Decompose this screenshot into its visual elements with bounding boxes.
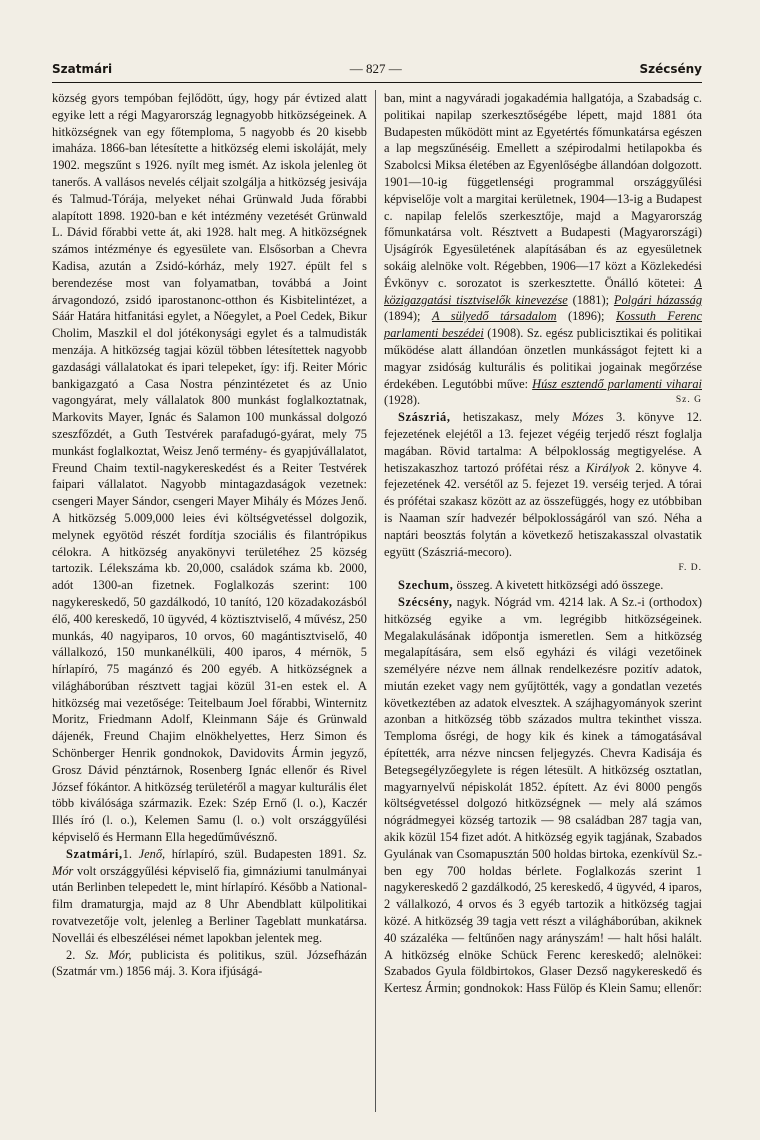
- headword: Szechum,: [398, 578, 454, 593]
- column-divider: [375, 90, 376, 1112]
- entry-szecseny: Szécsény, nagyk. Nógrád vm. 4214 lak. A Sz.-i (orthodox) hitközség egyike a vm. legrégibb hitközségeinek. Megalakulásának időpontja ismeretlen. Sem a hitközség megalapítására, sem első egyházi és világi vezetőinek személyére nézve nem állnak rendelkezésre pozitív adatok, miután ezeket vagy nem gyűjtötték, vagy a gondatlan vezetés következtében az adatok elvesztek. A szájhagyományok szerint azonban a hitközség több százados multra tekinthet vissza. Temploma ősrégi, de hogy kik és kinek a támogatásával építették, arra nézve nincsen feljegyzés. Chevra Kadisája és Betegsegélyzőegylete is régen létesült. A hitközség osztatlan, magyarnyelvű népiskolát 1852. épített. Az évi 8000 pengős költségvetéssel dolgozó hitközségnek — mely alá számos nógrádmegyei község tartozik — 98 családban 287 tagja van, akik közül 154 fizet adót. A hitközség egyik tagjának, Szabados Gyulának van Csomapusztán 500 holdas birtoka, ezenkívül Sz.-ben egy 700 holdas bérlete. Foglalkozás szerint 1 nagykereskedő 2 gazdálkodó, 25 kereskedő, 4 ügyvéd, 4 iparos, 2 vállalkozó, 4 orvos és 3 egyéb tartozik a hitközség tagjai közé. A hitközség 39 tagja vett részt a világháborúban, akiknek 40 százaléka — feltűnően nagy arányszám! — halt hősi halált. A hitközség elnöke Schück Ferenc kereskedő; alelnökei: Szabados Gyula földbirtokos, Glaser Dezső nagykereskedő és Kertesz Ármin; gondnokok: Hass Fülöp és Klein Samu; ellenőr:: [384, 594, 702, 996]
- entry-szatmari-2: 2. Sz. Mór, publicista és politikus, szül. Józsefházán (Szatmár vm.) 1856 máj. 3. Kora ifjúságá-: [52, 947, 367, 979]
- author-signature: Sz. G: [675, 395, 702, 406]
- header-left-keyword: Szatmári: [52, 62, 113, 76]
- right-column: [384, 90, 702, 997]
- header-rule: [52, 82, 702, 83]
- running-head: [52, 60, 702, 78]
- entry-szechum: Szechum, összeg. A kivetett hitközségi adó összege.: [398, 578, 664, 593]
- entry-szatmari-1: Szatmári,1. Jenő, hírlapíró, szül. Budapesten 1891. Sz. Mór volt országgyűlési képviselő fia, gimnáziumi tanulmányai után Berlinben telepedett le, mint hírlapíró. Később a National-film dramaturgja, majd az 8 Uhr Abendblatt külpolitikai rovatvezetője volt, jelenleg a Berliner Tageblatt munkatársa. Novellái és elbeszélései német lapokban jelentek meg.: [52, 846, 368, 945]
- left-column: [52, 90, 367, 980]
- headword: Szászriá,: [398, 410, 451, 425]
- continued-entry-szatmari-mor: ban, mint a nagyváradi jogakadémia hallgatója, a Szabadság c. politikai napilap szerkesztőségébe lépett, majd 1881 óta Budapesten működött mint az Egyetértés főmunkatársa egészen a lap megszűnéséig. Emellett a szépirodalmi hetilapokba és Szabolcsi Miksa életében az Egyenlőségbe állandóan dolgozott. 1901—10-ig függetlenségi programmal országgyűlési képviselője volt a margitai kerületnek, 1904—13-ig a Budapest c. napilap felelős szerkesztője, majd a Magyarország főmunkatársa volt. Résztvett a Budapesti (Magyarországi) Ujságírók Egyesületének alapításában és az egyesületnek sokáig alelnöke volt. Régebben, 1906—17 közt a Közlekedési Évkönyv c. sorozatot is szerkesztette. Önálló kötetei: A közigazgatási tisztviselők kinevezése (1881); Polgári házasság (1894); A sülyedő társadalom (1896); Kossuth Ferenc parlamenti beszédei (1908). Sz. egész publicisztikai és politikai működése alatt állandóan önzetlen munkásságot fejtett ki a magyar zsidóság kulturális és politikai jogainak megőrzése érdekében. Legutóbbi műve: Húsz esztendő parlamenti viharai (1928). Sz. G: [384, 91, 703, 408]
- entry-szaszria: Szászriá, hetiszakasz, mely Mózes 3. könyve 12. fejezetének elejétől a 13. fejezet végéig terjedő részt foglalja magában. Rövid tartalma: A bélpoklosság megtigyelése. A hetiszakaszhoz tartozó prófétai rész a Királyok 2. könyve 4. fejezetének 42. versétől az 5. fejezet 19. verséig terjed. A tórai és prófétai szakasz között az az összefüggés, hogy ez utóbbiban is Naaman szír hadvezér bélpoklosságáról van szó. Néha a naptári beosztás folytán a következő hetiszakasszal olvastatik együtt (Szászriá-mecoro). F. D.: [384, 409, 702, 577]
- continued-entry-text: község gyors tempóban fejlődött, úgy, hogy pár évtized alatt egyike lett a régi Magyarország legnagyobb hitközségeinek. A hitközségnek van egy főtemploma, 5 nagyobb és 20 kisebb imaháza. 1866-ban létesítette a hitközség elemi iskoláját, mely 1902. megszűnt s 1926. nyílt meg ismét. Az iskola jelenleg öt tanerős. A vallásos nevelés céljait szolgálja a hitközség jesivája és Talmud-Tórája, melyeket néhai Grünwald Juda főrabbi alapított 1898. 1920-ban e két intézmény vezetését Grünwald L. Dávid főrabbi vette át, aki 1928. halt meg. A hitközségnek számos intézménye és egyesülete van. Elsősorban a Chevra Kadisa, azután a Zsidó-kórház, mely 1927. épült fel s berendezése most van folyamatban, továbbá a Joint árvagondozó, zsidó iparostanonc-otthon és Kisbitelintézet, a Sáár Határa hitfanitási egylet, a Nőegylet, a Poel Cedek, Bikur Cholim, Maszkil el dol jótékonysági egylet és a talmudisták menzája. A hitközség tagjai közül többen létesítettek nagyobb gazdasági vállalatokat és ipari telepeket, így: ifj. Reiter Móric bankigazgató a Casa Nostra pénzintézetet és az Unio vagongyárat, mely vállalatok 800 munkást foglalkoztatnak, Markovits Mayer, Ignác és Salamon 100 munkással dolgozó szeszfőzdét, a Guth Testvérek parafadugó-gyárat, mely 75 munkást foglalkoztat, Weisz Jenő termény- és gyapjúvállalatot, Freund Chaim textil-nagykereskedést és a Reiter Testvérek faipari vállalatot. Nagyobb mintagazdaságok vezetnek: csengeri Mayer Sándor, csengeri Mayer Mihály és Mózes Jenő. A hitközség 5.009,000 leies évi költségvetéssel dolgozik, melynek egyötöd részét fordítja szociális és filantrópikus célokra. A hitközség anyakönyvi területéhez 25 község tartozik. Lélekszáma kb. 20,000, családok száma kb. 2000, adót 1300-an fizetnek. Foglalkozás szerint: 100 nagykereskedő, 50 gazdálkodó, 10 tanító, 120 közadakozásból élő, 400 kereskedő, 10 ügyvéd, 4 köztisztviselő, 4 művész, 250 munkás, 40 nagyiparos, 10 orvos, 60 magántisztviselő, 40 vállalkozó, 150 munkanélküli, 400 iparos, 4 mérnök, 5 hírlapíró, 75 magánzó és 200 egyéb. A hitközségnek a világháborúban résztvett tagjai közül 31-en estek el. A hitközség mai vezetősége: Teitelbaum Joel főrabbi, Winternitz Moritz, Friedmann Adolf, Kleinmann Sáje és Grünwald dájenék, Freund Chajim elnökhelyettes, Herz Simon és Schönberger Henrik gondnokok, Davidovits Ármin jegyző, Grosz Dávid pénztárnok, Rosenberg Ignác ellenőr és Rivel József fókántor. A hitközség területéről a magyar kulturális élet több kiválósága származik. Ezek: Szép Ernő (l. o.), Kaczér Illés író (l. o.), Kelemen Samu (l. o.) volt országgyűlési képviselő és Hermann Ella hegedűművésznő.: [52, 91, 367, 845]
- header-right-keyword: Szécsény: [639, 62, 702, 76]
- headword: Szécsény,: [398, 594, 453, 609]
- author-signature: F. D.: [678, 563, 702, 574]
- headword: Szatmári,: [66, 846, 123, 861]
- page-number: — 827 —: [349, 61, 402, 76]
